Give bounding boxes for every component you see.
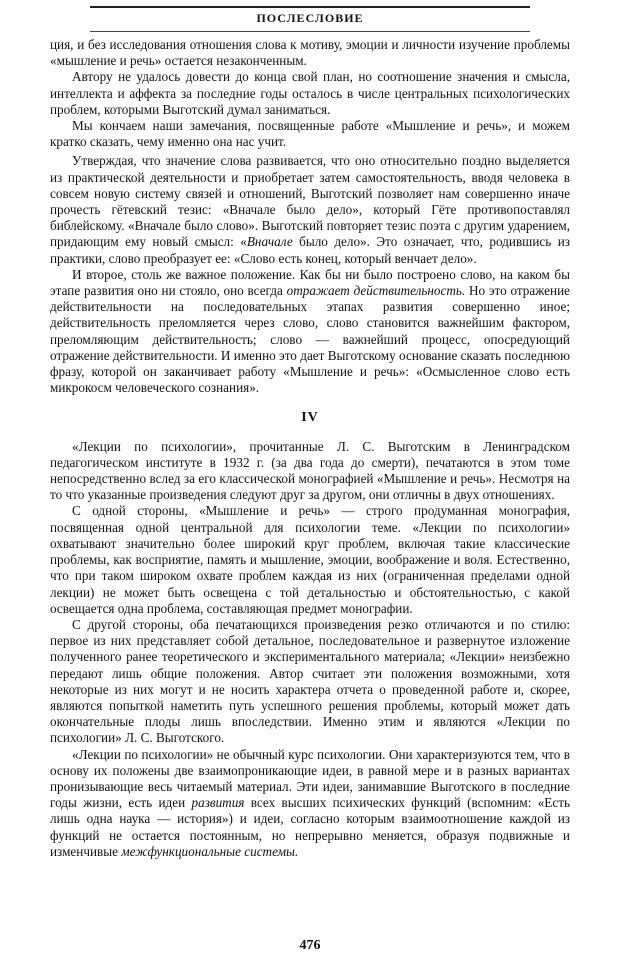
paragraph-9-text-a: «Лекции по психологии» не обычный курс психологии. Они характеризуются тем, что в основу их положены две взаимопроникающие идеи, в равной мере и в разных вариантах пронизывающие весь читаемый материал. Эти идеи, занимавшие Выготского в последние годы жизни, есть идеи [50,746,570,811]
paragraph-2: Автору не удалось довести до конца свой план, но соотношение значения и смысла, интеллекта и аффекта за последние годы осталось в числе центральных психологических проблем, которыми Выготский думал заниматься. [50,69,570,117]
paragraph-4 [50,153,570,266]
paragraph-9-italic-1: развития [191,795,245,811]
paragraph-9 [50,747,570,860]
section-number: IV [301,410,319,426]
paragraph-8: С другой стороны, оба печатающихся произведения резко отличаются и по стилю: первое из них представляет собой детальное, последовательное и развернутое изложение полученного ранее теоретического и экспериментального материала; «Лекции» неизбежно передают лишь общие положения. Автор считает эти положения возможными, хотя некоторые из них могут и не носить характера отчета о проведенной работе и, скорее, являются попыткой наметить путь успешного решения проблемы, который может дать окончательные плоды лишь впоследствии. Именно этим и являются «Лекции по психологии» Л. С. Выготского. [50,616,570,746]
paragraph-5 [50,267,570,397]
body-text [50,37,570,860]
paragraph-4-text-b: было дело». Это означает, что, родившись из практики, слово преобразует ее: «Слово есть конец, который венчает дело». [50,234,570,266]
page-number: 476 [299,938,321,953]
paragraph-9-italic-2: межфункциональные системы. [121,843,299,859]
paragraph-1: ция, и без исследования отношения слова к мотиву, эмоции и личности изучение проблемы «мышление и речь» остается незаконченным. [50,37,570,69]
paragraph-5-text-a: И второе, столь же важное положение. Как бы ни было построено слово, на каком бы этапе развития оно ни стояло, оно всегда [50,266,570,299]
page-header: ПОСЛЕСЛОВИЕ [256,11,364,25]
paragraph-5-italic: отражает действительность. [286,283,466,299]
paragraph-5-text-b: Но это отражение действительности на последовательных этапах развития совершенно иное; действительность преломляется через слово, слово становится важнейшим фактором, преломляющим действительность; слово — важнейший процесс, опосредующий отражение действительности. И именно это дает Выготскому основание сказать последнюю фразу, которой он заканчивает работу «Мышление и речь»: «Осмысленное слово есть микрокосм человеческого сознания». [50,283,570,396]
header-rule [90,31,530,32]
paragraph-3: Мы кончаем наши замечания, посвященные работе «Мышление и речь», и можем кратко сказать, чему именно она нас учит. [50,118,570,150]
paragraph-4-text-a: Утверждая, что значение слова развивается, что оно относительно поздно выделяется из практической деятельности и приобретает затем самостоятельность, вводя человека в совсем новую систему связей и отношений, Выготский позволяет нам совершенно иначе прочесть гётевский тезис: «Вначале было дело», который Гёте противопоставлял библейскому. «Вначале было слово». Выготский повторяет тезис поэта с другим ударением, придающим ему новый смысл: « [50,153,570,250]
paragraph-6: «Лекции по психологии», прочитанные Л. С. Выготским в Ленинградском педагогическом институте в 1932 г. (за два года до смерти), печатаются в этом томе непосредственно вслед за его классической монографией «Мышление и речь». Несмотря на то что указанные произведения следуют друг за другом, они отличны в двух отношениях. [50,438,570,503]
top-rule [90,6,530,8]
paragraph-7: С одной стороны, «Мышление и речь» — строго продуманная монография, посвященная одной центральной для психологии теме. «Лекции по психологии» охватывают значительно более широкий круг проблем, включая такие классические проблемы, как восприятие, память и мышление, эмоции, воображение и воля. Естественно, что при таком широком охвате проблем каждая из них (ограниченная пределами одной лекции) не может быть освещена с той детальностью и обстоятельностью, с какой освещается одна проблема, составляющая предмет монографии. [50,503,570,616]
paragraph-4-italic: Вначале [246,234,293,250]
paragraph-9-text-b: всех высших психических функций (вспомним: «Есть лишь одна наука — история») и идеи, согласно которым взаимоотношение каждой из функций не остается постоянным, но непрерывно меняется, образуя подвижные и изменчивые [50,795,570,859]
